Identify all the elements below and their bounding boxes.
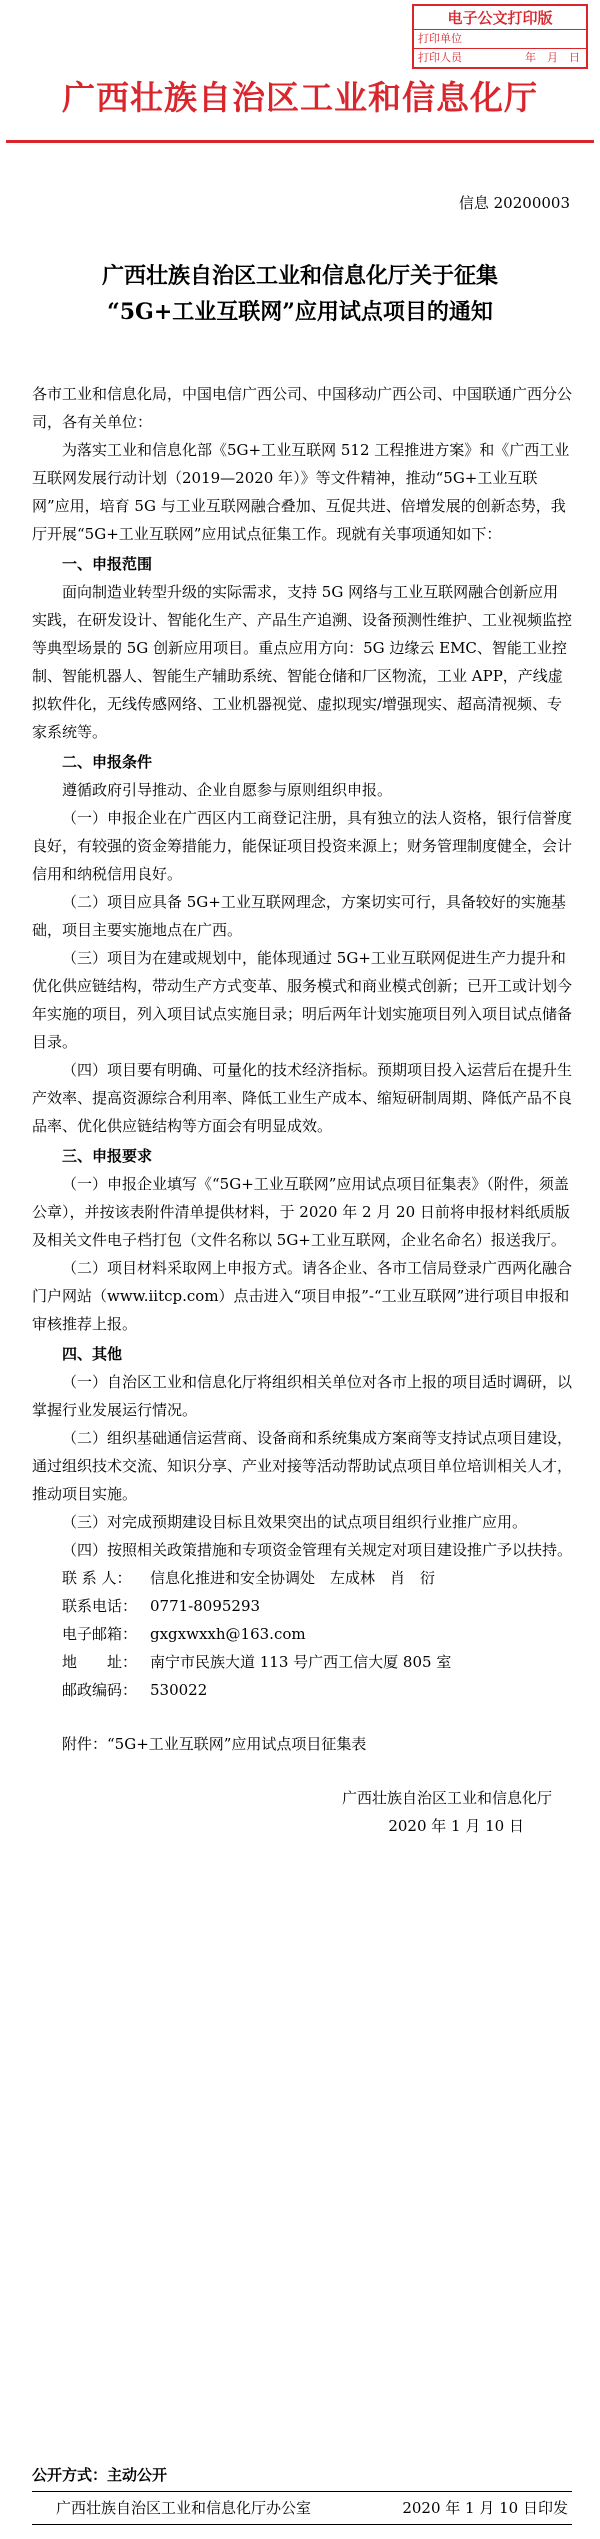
addressee: 各市工业和信息化局，中国电信广西公司、中国移动广西公司、中国联通广西分公司，各有关单位： (32, 385, 573, 431)
document-title (0, 258, 600, 330)
section-1-title: 一、申报范围 (62, 555, 153, 573)
section-4-paragraph-4: （四）按照相关政策措施和专项资金管理有关规定对项目建设推广予以扶持。 (62, 1541, 573, 1559)
contact-phone-value: 0771-8095293 (150, 1597, 261, 1615)
section-3-title: 三、申报要求 (62, 1147, 153, 1165)
contact-person (32, 1564, 572, 1592)
contact-address-label: 地 址： (62, 1653, 138, 1671)
contact-phone-label: 联系电话： (62, 1597, 138, 1615)
signing-date: 2020 年 1 月 10 日 (388, 1817, 524, 1835)
section-2-paragraph-4: （四）项目要有明确、可量化的技术经济指标。预期项目投入运营后在提升生产效率、提高资源综合利用率、降低工业生产成本、缩短研制周期、降低产品不良品率、优化供应链结构等方面会有明显成效。 (32, 1061, 573, 1135)
section-3-paragraph-2: （二）项目材料采取网上申报方式。请各企业、各市工信局登录广西两化融合门户网站（www.iitcp.com）点击进入“项目申报”-“工业互联网”进行项目申报和审核推荐上报。 (32, 1259, 573, 1333)
section-4-paragraph-2: （二）组织基础通信运营商、设备商和系统集成方案商等支持试点项目建设，通过组织技术交流、知识分享、产业对接等活动帮助试点项目单位培训相关人才，推动项目实施。 (32, 1429, 573, 1503)
section-2-paragraph-1: （一）申报企业在广西区内工商登记注册，具有独立的法人资格，银行信誉度良好，有较强的资金筹措能力，能保证项目投资来源上；财务管理制度健全，会计信用和纳税信用良好。 (32, 809, 573, 883)
stamp-title: 电子公文打印版 (414, 6, 586, 30)
contact-address (32, 1648, 572, 1676)
spacer (32, 1758, 572, 1784)
contact-email-label: 电子邮箱： (62, 1625, 138, 1643)
contact-postcode (32, 1676, 572, 1704)
section-2-paragraph-0: 遵循政府引导推动、企业自愿参与原则组织申报。 (62, 781, 393, 799)
section-2-paragraph-2: （二）项目应具备 5G+工业互联网理念，方案切实可行，具备较好的实施基础，项目主要实施地点在广西。 (32, 893, 566, 939)
stamp-date: 年 月 日 (525, 51, 580, 64)
title-line-2: “5G+工业互联网”应用试点项目的通知 (107, 299, 493, 325)
document-number: 信息 20200003 (458, 194, 570, 212)
document-body (32, 380, 572, 1840)
section-2-title: 二、申报条件 (62, 753, 153, 771)
section-3-paragraph-1: （一）申报企业填写《“5G+工业互联网”应用试点项目征集表》（附件，须盖公章），并按该表附件清单提供材料，于 2020 年 2 月 20 日前将申报材料纸质版及相关文件电子档打包（文件名称以 5G+工业互联网，企业名命名）报送我厅。 (32, 1175, 570, 1249)
contact-person-value: 信息化推进和安全协调处 左成林 肖 衍 (150, 1569, 436, 1587)
spacer (32, 1704, 572, 1730)
contact-postcode-label: 邮政编码： (62, 1681, 138, 1699)
section-2-paragraph-3: （三）项目为在建或规划中，能体现通过 5G+工业互联网促进生产力提升和优化供应链结构，带动生产方式变革、服务模式和商业模式创新；已开工或计划今年实施的项目，列入项目试点实施目录；明后两年计划实施项目列入项目试点储备目录。 (32, 949, 573, 1051)
red-divider (6, 140, 594, 143)
contact-postcode-value: 530022 (150, 1681, 208, 1699)
intro-paragraph: 为落实工业和信息化部《5G+工业互联网 512 工程推进方案》和《广西工业互联网发展行动计划（2019—2020 年）》等文件精神，推动“5G+工业互联网”应用，培育 5G 与工业互联网融合叠加、互促共进、倍增发展的创新态势，我厅开展“5G+工业互联网”应用试点征集工作。现就有关事项通知如下： (32, 441, 570, 543)
issuer-row (32, 2492, 572, 2525)
signing-org: 广西壮族自治区工业和信息化厅 (341, 1789, 552, 1807)
issuer-office: 广西壮族自治区工业和信息化厅办公室 (56, 2499, 312, 2517)
section-4-paragraph-3: （三）对完成预期建设目标且效果突出的试点项目组织行业推广应用。 (62, 1513, 528, 1531)
section-1-paragraph: 面向制造业转型升级的实际需求，支持 5G 网络与工业互联网融合创新应用实践，在研发设计、智能化生产、产品生产追溯、设备预测性维护、工业视频监控等典型场景的 5G 创新应用项目。重点应用方向：5G 边缘云 EMC、智能工业控制、智能机器人、智能生产辅助系统、智能仓储和厂区物流，工业 APP，产线虚拟软件化，无线传感网络、工业机器视觉、虚拟现实/增强现实、超高清视频、专家系统等。 (32, 583, 573, 741)
stamp-print-unit: 打印单位 (414, 30, 586, 49)
section-4-paragraph-1: （一）自治区工业和信息化厅将组织相关单位对各市上报的项目适时调研，以掌握行业发展运行情况。 (32, 1373, 573, 1419)
contact-email (32, 1620, 572, 1648)
contact-address-value: 南宁市民族大道 113 号广西工信大厦 805 室 (150, 1653, 452, 1671)
stamp-printer: 打印人员 年 月 日 (414, 49, 586, 67)
attachment-note: 附件：“5G+工业互联网”应用试点项目征集表 (62, 1735, 367, 1753)
contact-person-label: 联 系 人： (62, 1569, 132, 1587)
publicity-mode: 公开方式：主动公开 (32, 2464, 572, 2492)
issuing-org-header: 广西壮族自治区工业和信息化厅 (62, 78, 538, 117)
title-line-1: 广西壮族自治区工业和信息化厅关于征集 (101, 263, 498, 289)
print-stamp (412, 4, 588, 69)
section-4-title: 四、其他 (62, 1345, 123, 1363)
contact-email-value: gxgxwxxh@163.com (150, 1625, 306, 1643)
print-date: 2020 年 1 月 10 日印发 (402, 2499, 568, 2517)
contact-phone (32, 1592, 572, 1620)
document-footer (32, 2464, 572, 2525)
